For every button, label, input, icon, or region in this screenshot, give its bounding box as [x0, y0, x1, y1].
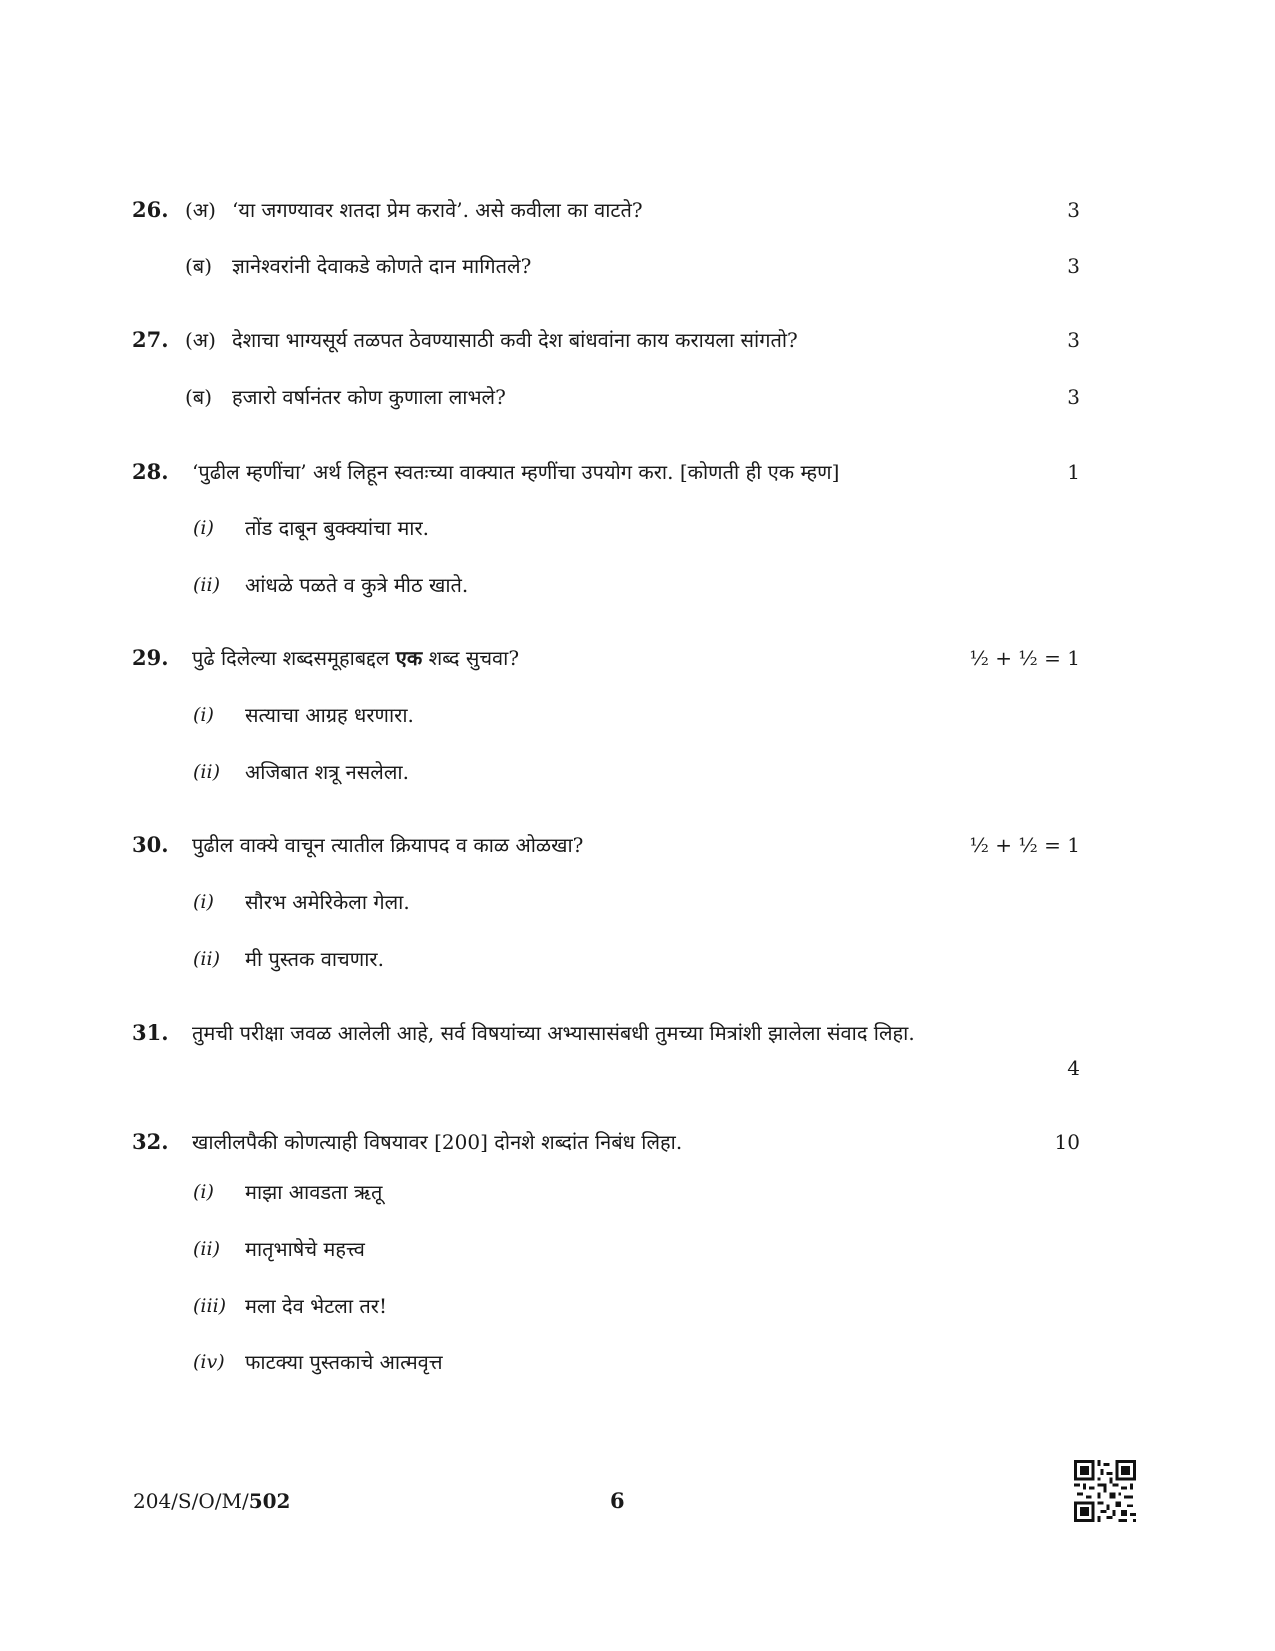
- item-text: मला देव भेटला तर!: [245, 1294, 388, 1318]
- item-text: आंधळे पळते व कुत्रे मीठ खाते.: [245, 573, 469, 597]
- item-tag: (ii): [193, 1238, 220, 1260]
- item-text: सौरभ अमेरिकेला गेला.: [245, 890, 410, 914]
- marks: ½ + ½ = 1: [969, 833, 1080, 857]
- part-tag: (ब): [185, 385, 213, 409]
- part-text: ‘या जगण्यावर शतदा प्रेम करावे’. असे कवीला का वाटते?: [232, 198, 643, 222]
- item-text: सत्याचा आग्रह धरणारा.: [245, 703, 414, 727]
- marks: ½ + ½ = 1: [969, 646, 1080, 670]
- marks: 1: [1067, 460, 1080, 484]
- part-tag: (ब): [185, 254, 213, 278]
- question-text: पुढे दिलेल्या शब्दसमूहाबद्दल एक शब्द सुचवा?: [192, 646, 520, 670]
- question-number: 31.: [132, 1020, 169, 1045]
- marks: 3: [1067, 328, 1080, 352]
- item-tag: (i): [193, 517, 214, 539]
- item-tag: (i): [193, 704, 214, 726]
- part-text: हजारो वर्षानंतर कोण कुणाला लाभले?: [232, 385, 506, 409]
- item-tag: (ii): [193, 574, 220, 596]
- question-text: तुमची परीक्षा जवळ आलेली आहे, सर्व विषयांच्या अभ्यासासंबधी तुमच्या मित्रांशी झालेला संवाद लिहा.: [192, 1021, 915, 1045]
- item-text: माझा आवडता ऋतू: [245, 1180, 383, 1204]
- question-number: 26.: [132, 197, 169, 222]
- question-number: 29.: [132, 645, 169, 670]
- item-text: अजिबात शत्रू नसलेला.: [245, 760, 409, 784]
- emphasis-word: एक: [395, 646, 423, 670]
- question-text: पुढील वाक्ये वाचून त्यातील क्रियापद व काळ ओळखा?: [192, 833, 584, 857]
- question-number: 32.: [132, 1129, 169, 1154]
- part-text: ज्ञानेश्वरांनी देवाकडे कोणते दान मागितले?: [232, 254, 532, 278]
- question-number: 30.: [132, 832, 169, 857]
- part-tag: (अ): [185, 328, 216, 352]
- marks: 10: [1054, 1130, 1080, 1154]
- question-number: 28.: [132, 459, 169, 484]
- paper-code: 204/S/O/M/502: [133, 1489, 291, 1513]
- item-text: मातृभाषेचे महत्त्व: [245, 1237, 365, 1261]
- question-number: 27.: [132, 327, 169, 352]
- question-text: खालीलपैकी कोणत्याही विषयावर [200] दोनशे शब्दांत निबंध लिहा.: [192, 1130, 683, 1154]
- item-tag: (iii): [193, 1295, 227, 1317]
- marks: 4: [1067, 1056, 1080, 1080]
- marks: 3: [1067, 198, 1080, 222]
- marks: 3: [1067, 385, 1080, 409]
- qr-code-icon: [1074, 1460, 1136, 1522]
- item-tag: (i): [193, 1181, 214, 1203]
- item-text: तोंड दाबून बुक्क्यांचा मार.: [245, 516, 430, 540]
- question-text: ‘पुढील म्हणींचा’ अर्थ लिहून स्वतःच्या वाक्यात म्हणींचा उपयोग करा. [कोणती ही एक म्हण]: [192, 460, 840, 484]
- item-text: फाटक्या पुस्तकाचे आत्मवृत्त: [245, 1350, 443, 1374]
- item-text: मी पुस्तक वाचणार.: [245, 947, 384, 971]
- item-tag: (i): [193, 891, 214, 913]
- item-tag: (iv): [193, 1351, 225, 1373]
- part-tag: (अ): [185, 198, 216, 222]
- item-tag: (ii): [193, 761, 220, 783]
- item-tag: (ii): [193, 948, 220, 970]
- page-number: 6: [610, 1488, 625, 1513]
- marks: 3: [1067, 254, 1080, 278]
- part-text: देशाचा भाग्यसूर्य तळपत ठेवण्यासाठी कवी देश बांधवांना काय करायला सांगतो?: [232, 328, 798, 352]
